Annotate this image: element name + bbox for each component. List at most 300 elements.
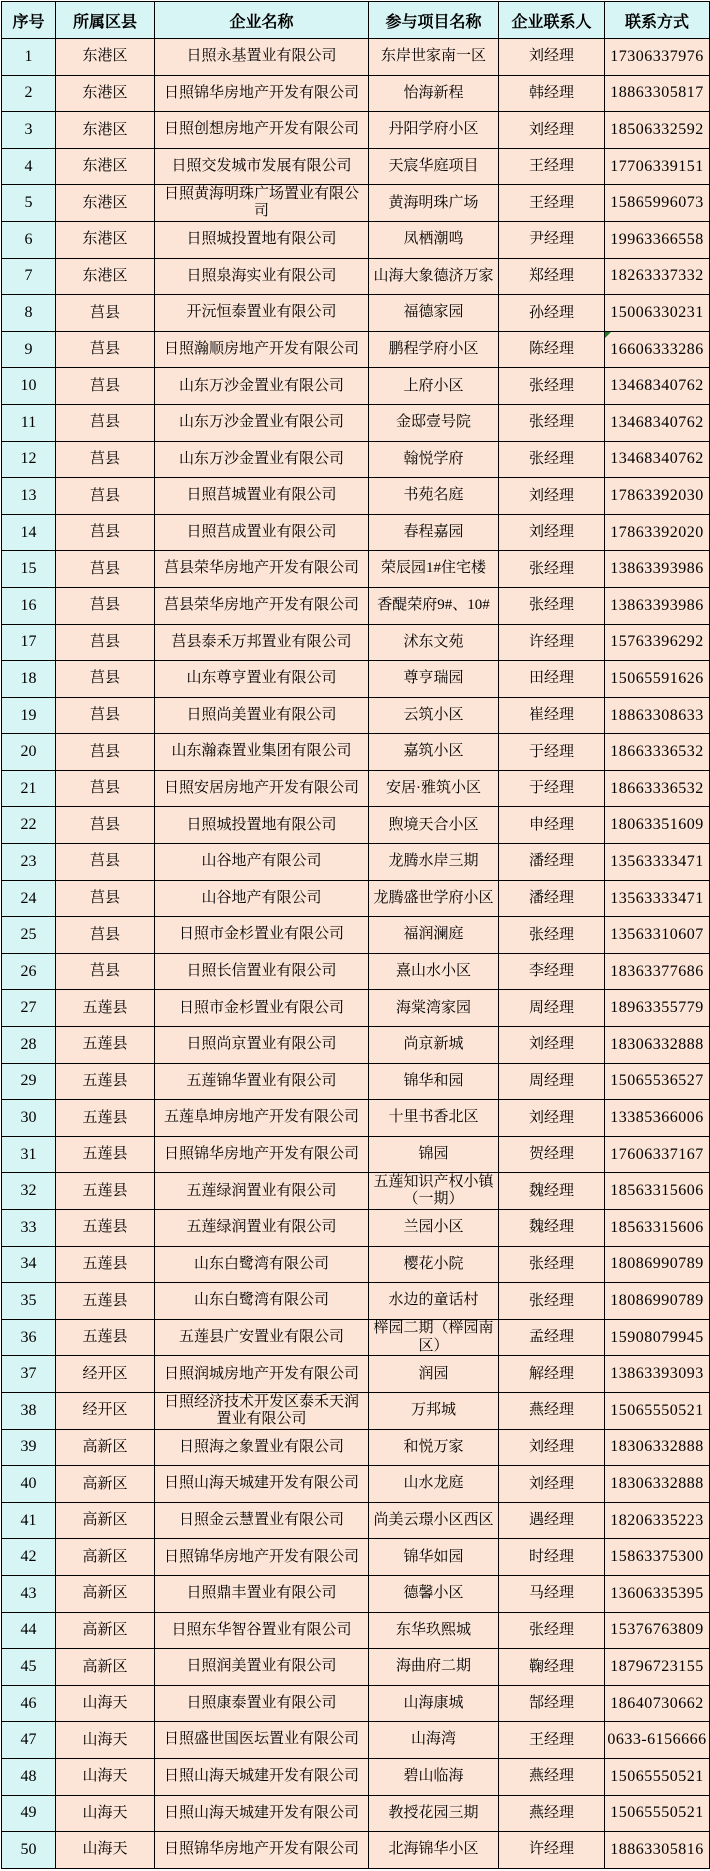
- index-cell: 14: [2, 514, 56, 551]
- company-cell: 山谷地产有限公司: [155, 844, 369, 881]
- company-cell: 五莲锦华置业有限公司: [155, 1063, 369, 1100]
- project-cell: 和悦万家: [369, 1429, 499, 1466]
- phone-cell-with-note-marker: 16606333286: [605, 331, 710, 368]
- company-cell: 日照城投置地有限公司: [155, 221, 369, 258]
- table-row: [2, 917, 710, 954]
- table-row: [2, 807, 710, 844]
- contact-cell: 张经理: [499, 1246, 605, 1283]
- company-cell: 日照城投置地有限公司: [155, 807, 369, 844]
- district-cell: 高新区: [56, 1502, 155, 1539]
- contact-cell: 尹经理: [499, 221, 605, 258]
- district-cell: 莒县: [56, 917, 155, 954]
- phone-cell: 15865996073: [605, 185, 710, 222]
- table-row: [2, 221, 710, 258]
- company-cell: 山东瀚森置业集团有限公司: [155, 734, 369, 771]
- company-cell: 日照莒成置业有限公司: [155, 514, 369, 551]
- contact-cell: 时经理: [499, 1539, 605, 1576]
- contact-cell: 潘经理: [499, 844, 605, 881]
- index-cell: 12: [2, 441, 56, 478]
- district-cell: 五莲县: [56, 990, 155, 1027]
- district-cell: 五莲县: [56, 1283, 155, 1320]
- contact-cell: 鞠经理: [499, 1649, 605, 1686]
- index-cell: 20: [2, 734, 56, 771]
- company-cell: 莒县荣华房地产开发有限公司: [155, 587, 369, 624]
- project-cell: 春程嘉园: [369, 514, 499, 551]
- phone-cell: 13863393986: [605, 551, 710, 588]
- phone-cell: 13385366006: [605, 1100, 710, 1137]
- company-cell: 日照润城房地产开发有限公司: [155, 1356, 369, 1393]
- phone-cell: 15065591626: [605, 661, 710, 698]
- company-cell: 日照锦华房地产开发有限公司: [155, 1832, 369, 1869]
- project-cell: 润园: [369, 1356, 499, 1393]
- table-row: [2, 1356, 710, 1393]
- table-row: [2, 75, 710, 112]
- index-cell: 24: [2, 880, 56, 917]
- district-cell: 五莲县: [56, 1027, 155, 1064]
- index-cell: 42: [2, 1539, 56, 1576]
- table-row: [2, 1063, 710, 1100]
- company-cell: 莒县泰禾万邦置业有限公司: [155, 624, 369, 661]
- col-header-phone: 联系方式: [605, 2, 710, 39]
- contact-cell: 刘经理: [499, 478, 605, 515]
- district-cell: 高新区: [56, 1539, 155, 1576]
- contact-cell: 解经理: [499, 1356, 605, 1393]
- district-cell: 高新区: [56, 1649, 155, 1686]
- contact-cell: 刘经理: [499, 112, 605, 149]
- col-header-contact: 企业联系人: [499, 2, 605, 39]
- table-row: [2, 258, 710, 295]
- contact-cell: 燕经理: [499, 1392, 605, 1429]
- index-cell: 45: [2, 1649, 56, 1686]
- table-row: [2, 770, 710, 807]
- index-cell: 37: [2, 1356, 56, 1393]
- contact-cell: 许经理: [499, 624, 605, 661]
- district-cell: 莒县: [56, 734, 155, 771]
- project-cell: 嘉筑小区: [369, 734, 499, 771]
- contact-cell: 郜经理: [499, 1685, 605, 1722]
- district-cell: 东港区: [56, 75, 155, 112]
- district-cell: 莒县: [56, 587, 155, 624]
- district-cell: 莒县: [56, 697, 155, 734]
- table-row: [2, 1758, 710, 1795]
- table-row: [2, 990, 710, 1027]
- district-cell: 经开区: [56, 1356, 155, 1393]
- company-cell: 日照交发城市发展有限公司: [155, 148, 369, 185]
- project-cell: 尚美云璟小区西区: [369, 1502, 499, 1539]
- district-cell: 高新区: [56, 1466, 155, 1503]
- district-cell: 莒县: [56, 478, 155, 515]
- table-row: [2, 112, 710, 149]
- index-cell: 4: [2, 148, 56, 185]
- contact-cell: 许经理: [499, 1832, 605, 1869]
- project-cell: 碧山临海: [369, 1758, 499, 1795]
- table-row: [2, 1612, 710, 1649]
- contact-cell: 刘经理: [499, 1429, 605, 1466]
- contact-cell: 张经理: [499, 404, 605, 441]
- index-cell: 48: [2, 1758, 56, 1795]
- contact-cell: 魏经理: [499, 1173, 605, 1210]
- company-cell: 五莲绿润置业有限公司: [155, 1210, 369, 1247]
- table-row: [2, 587, 710, 624]
- company-cell: 山东尊亨置业有限公司: [155, 661, 369, 698]
- project-cell: 水边的童话村: [369, 1283, 499, 1320]
- contact-cell: 张经理: [499, 441, 605, 478]
- project-cell: 海棠湾家园: [369, 990, 499, 1027]
- table-row: [2, 185, 710, 222]
- index-cell: 44: [2, 1612, 56, 1649]
- company-cell: 山谷地产有限公司: [155, 880, 369, 917]
- phone-cell: 13468340762: [605, 404, 710, 441]
- company-cell: 山东万沙金置业有限公司: [155, 404, 369, 441]
- contact-cell: 崔经理: [499, 697, 605, 734]
- index-cell: 38: [2, 1392, 56, 1429]
- district-cell: 莒县: [56, 844, 155, 881]
- company-cell: 五莲绿润置业有限公司: [155, 1173, 369, 1210]
- company-cell: 日照锦华房地产开发有限公司: [155, 1136, 369, 1173]
- company-cell: 莒县荣华房地产开发有限公司: [155, 551, 369, 588]
- phone-cell: 18663336532: [605, 770, 710, 807]
- project-cell: 金邸壹号院: [369, 404, 499, 441]
- table-row: [2, 478, 710, 515]
- table-row: [2, 1575, 710, 1612]
- phone-cell: 18963355779: [605, 990, 710, 1027]
- district-cell: 东港区: [56, 221, 155, 258]
- company-cell: 日照安居房地产开发有限公司: [155, 770, 369, 807]
- col-header-project: 参与项目名称: [369, 2, 499, 39]
- project-cell: 万邦城: [369, 1392, 499, 1429]
- project-cell: 上府小区: [369, 368, 499, 405]
- district-cell: 山海天: [56, 1685, 155, 1722]
- phone-cell: 19963366558: [605, 221, 710, 258]
- company-cell: 日照莒城置业有限公司: [155, 478, 369, 515]
- company-cell: 日照鼎丰置业有限公司: [155, 1575, 369, 1612]
- company-cell: 五莲阜坤房地产开发有限公司: [155, 1100, 369, 1137]
- company-cell: 日照尚京置业有限公司: [155, 1027, 369, 1064]
- table-row: [2, 880, 710, 917]
- project-cell: 荣辰园1#住宅楼: [369, 551, 499, 588]
- district-cell: 山海天: [56, 1722, 155, 1759]
- contact-cell: 张经理: [499, 587, 605, 624]
- index-cell: 26: [2, 953, 56, 990]
- phone-cell: 18863305816: [605, 1832, 710, 1869]
- project-cell: 北海锦华小区: [369, 1832, 499, 1869]
- contact-cell: 燕经理: [499, 1795, 605, 1832]
- contact-cell: 张经理: [499, 917, 605, 954]
- phone-cell: 15065550521: [605, 1795, 710, 1832]
- company-cell: 山东白鹭湾有限公司: [155, 1246, 369, 1283]
- phone-cell: 13563333471: [605, 880, 710, 917]
- phone-cell: 18306332888: [605, 1027, 710, 1064]
- col-header-company: 企业名称: [155, 2, 369, 39]
- index-cell: 50: [2, 1832, 56, 1869]
- phone-cell: 18206335223: [605, 1502, 710, 1539]
- contact-cell: 申经理: [499, 807, 605, 844]
- index-cell: 32: [2, 1173, 56, 1210]
- phone-cell: 18363377686: [605, 953, 710, 990]
- contact-cell: 潘经理: [499, 880, 605, 917]
- company-cell: 日照瀚顺房地产开发有限公司: [155, 331, 369, 368]
- contact-cell: 于经理: [499, 770, 605, 807]
- contact-cell: 张经理: [499, 1283, 605, 1320]
- project-cell: 东华玖熙城: [369, 1612, 499, 1649]
- project-cell: 怡海新程: [369, 75, 499, 112]
- contact-cell: 遇经理: [499, 1502, 605, 1539]
- district-cell: 五莲县: [56, 1063, 155, 1100]
- index-cell: 25: [2, 917, 56, 954]
- index-cell: 6: [2, 221, 56, 258]
- company-cell: 日照长信置业有限公司: [155, 953, 369, 990]
- project-cell: 安居·雅筑小区: [369, 770, 499, 807]
- contact-cell: 刘经理: [499, 1466, 605, 1503]
- company-cell: 日照市金杉置业有限公司: [155, 917, 369, 954]
- index-cell: 30: [2, 1100, 56, 1137]
- company-cell: 日照山海天城建开发有限公司: [155, 1758, 369, 1795]
- phone-cell: 18563315606: [605, 1173, 710, 1210]
- phone-cell: 15065550521: [605, 1392, 710, 1429]
- project-cell: 十里书香北区: [369, 1100, 499, 1137]
- contact-cell: 魏经理: [499, 1210, 605, 1247]
- index-cell: 41: [2, 1502, 56, 1539]
- contact-cell: 王经理: [499, 148, 605, 185]
- index-cell: 15: [2, 551, 56, 588]
- district-cell: 莒县: [56, 404, 155, 441]
- phone-cell: 17606337167: [605, 1136, 710, 1173]
- contact-cell: 马经理: [499, 1575, 605, 1612]
- index-cell: 8: [2, 295, 56, 332]
- header-row: [2, 2, 710, 39]
- project-cell: 丹阳学府小区: [369, 112, 499, 149]
- index-cell: 10: [2, 368, 56, 405]
- district-cell: 莒县: [56, 368, 155, 405]
- table-row: [2, 441, 710, 478]
- table-row: [2, 1722, 710, 1759]
- index-cell: 31: [2, 1136, 56, 1173]
- contact-cell: 郑经理: [499, 258, 605, 295]
- table-row: [2, 1649, 710, 1686]
- project-cell: 山海大象德济万家: [369, 258, 499, 295]
- table-row: [2, 1210, 710, 1247]
- district-cell: 莒县: [56, 551, 155, 588]
- index-cell: 36: [2, 1319, 56, 1356]
- project-cell: 榉园二期（榉园南区）: [369, 1319, 499, 1356]
- district-cell: 东港区: [56, 112, 155, 149]
- district-cell: 五莲县: [56, 1319, 155, 1356]
- company-cell: 日照康泰置业有限公司: [155, 1685, 369, 1722]
- phone-cell: 17863392030: [605, 478, 710, 515]
- company-cell: 日照东华智谷置业有限公司: [155, 1612, 369, 1649]
- index-cell: 2: [2, 75, 56, 112]
- district-cell: 经开区: [56, 1392, 155, 1429]
- index-cell: 39: [2, 1429, 56, 1466]
- contact-cell: 刘经理: [499, 1100, 605, 1137]
- index-cell: 47: [2, 1722, 56, 1759]
- company-cell: 开沅恒泰置业有限公司: [155, 295, 369, 332]
- phone-cell: 15065550521: [605, 1758, 710, 1795]
- index-cell: 13: [2, 478, 56, 515]
- project-cell: 黄海明珠广场: [369, 185, 499, 222]
- company-cell: 山东万沙金置业有限公司: [155, 368, 369, 405]
- contact-cell: 张经理: [499, 1612, 605, 1649]
- company-cell: 日照盛世国医坛置业有限公司: [155, 1722, 369, 1759]
- col-header-index: 序号: [2, 2, 56, 39]
- contact-cell: 孟经理: [499, 1319, 605, 1356]
- company-cell: 日照黄海明珠广场置业有限公司: [155, 185, 369, 222]
- table-row: [2, 1685, 710, 1722]
- contact-cell: 田经理: [499, 661, 605, 698]
- table-row: [2, 624, 710, 661]
- contact-cell: 韩经理: [499, 75, 605, 112]
- district-cell: 莒县: [56, 331, 155, 368]
- company-cell: 日照创想房地产开发有限公司: [155, 112, 369, 149]
- district-cell: 高新区: [56, 1575, 155, 1612]
- contact-cell: 贺经理: [499, 1136, 605, 1173]
- table-row: [2, 368, 710, 405]
- district-cell: 高新区: [56, 1429, 155, 1466]
- table-row: [2, 1173, 710, 1210]
- phone-cell: 17706339151: [605, 148, 710, 185]
- project-cell: 尊亨瑞园: [369, 661, 499, 698]
- table-row: [2, 551, 710, 588]
- index-cell: 35: [2, 1283, 56, 1320]
- phone-cell: 17306337976: [605, 39, 710, 76]
- project-cell: 熹山水小区: [369, 953, 499, 990]
- project-cell: 五莲知识产权小镇（一期）: [369, 1173, 499, 1210]
- col-header-district: 所属区县: [56, 2, 155, 39]
- table-row: [2, 295, 710, 332]
- table-row: [2, 844, 710, 881]
- project-cell: 福润澜庭: [369, 917, 499, 954]
- index-cell: 46: [2, 1685, 56, 1722]
- project-cell: 教授花园三期: [369, 1795, 499, 1832]
- project-cell: 锦华如园: [369, 1539, 499, 1576]
- index-cell: 1: [2, 39, 56, 76]
- company-cell: 日照市金杉置业有限公司: [155, 990, 369, 1027]
- project-cell: 云筑小区: [369, 697, 499, 734]
- table-row: [2, 404, 710, 441]
- phone-cell: 18863308633: [605, 697, 710, 734]
- index-cell: 9: [2, 331, 56, 368]
- district-cell: 东港区: [56, 39, 155, 76]
- district-cell: 莒县: [56, 880, 155, 917]
- company-cell: 日照山海天城建开发有限公司: [155, 1795, 369, 1832]
- table-row: [2, 1502, 710, 1539]
- project-cell: 锦园: [369, 1136, 499, 1173]
- project-cell: 锦华和园: [369, 1063, 499, 1100]
- phone-cell: 15863375300: [605, 1539, 710, 1576]
- project-cell: 山水龙庭: [369, 1466, 499, 1503]
- table-row: [2, 1832, 710, 1869]
- phone-cell: 15763396292: [605, 624, 710, 661]
- phone-cell: 18306332888: [605, 1429, 710, 1466]
- phone-cell: 18086990789: [605, 1246, 710, 1283]
- project-cell: 东岸世家南一区: [369, 39, 499, 76]
- project-cell: 福德家园: [369, 295, 499, 332]
- phone-cell: 13606335395: [605, 1575, 710, 1612]
- project-cell: 沭东文苑: [369, 624, 499, 661]
- district-cell: 莒县: [56, 441, 155, 478]
- contact-cell: 刘经理: [499, 39, 605, 76]
- phone-cell: 15376763809: [605, 1612, 710, 1649]
- project-cell: 龙腾盛世学府小区: [369, 880, 499, 917]
- contact-cell: 张经理: [499, 551, 605, 588]
- district-cell: 莒县: [56, 661, 155, 698]
- table-row: [2, 1539, 710, 1576]
- district-cell: 山海天: [56, 1832, 155, 1869]
- index-cell: 28: [2, 1027, 56, 1064]
- table-row: [2, 953, 710, 990]
- table-row: [2, 1283, 710, 1320]
- contact-cell: 刘经理: [499, 514, 605, 551]
- district-cell: 莒县: [56, 770, 155, 807]
- index-cell: 23: [2, 844, 56, 881]
- company-cell: 山东万沙金置业有限公司: [155, 441, 369, 478]
- table-row: [2, 1466, 710, 1503]
- index-cell: 11: [2, 404, 56, 441]
- table-row: [2, 1795, 710, 1832]
- district-cell: 五莲县: [56, 1100, 155, 1137]
- phone-cell: 18663336532: [605, 734, 710, 771]
- phone-cell: 18086990789: [605, 1283, 710, 1320]
- company-cell: 日照润美置业有限公司: [155, 1649, 369, 1686]
- contact-cell: 刘经理: [499, 1027, 605, 1064]
- district-cell: 五莲县: [56, 1173, 155, 1210]
- table-row: [2, 1246, 710, 1283]
- table-header: [2, 2, 710, 39]
- phone-cell: 18263337332: [605, 258, 710, 295]
- company-cell: 日照永基置业有限公司: [155, 39, 369, 76]
- phone-cell: 13563333471: [605, 844, 710, 881]
- district-cell: 莒县: [56, 807, 155, 844]
- phone-cell: 13563310607: [605, 917, 710, 954]
- contact-cell: 孙经理: [499, 295, 605, 332]
- project-cell: 凤栖潮鸣: [369, 221, 499, 258]
- table-body: [2, 39, 710, 1869]
- company-cell: 日照泉海实业有限公司: [155, 258, 369, 295]
- index-cell: 40: [2, 1466, 56, 1503]
- phone-cell: 0633-6156666: [605, 1722, 710, 1759]
- project-cell: 尚京新城: [369, 1027, 499, 1064]
- index-cell: 19: [2, 697, 56, 734]
- table-row: [2, 1429, 710, 1466]
- district-cell: 莒县: [56, 624, 155, 661]
- index-cell: 7: [2, 258, 56, 295]
- contact-cell: 张经理: [499, 368, 605, 405]
- company-contact-table: [1, 1, 710, 1869]
- project-cell: 德馨小区: [369, 1575, 499, 1612]
- phone-cell: 18796723155: [605, 1649, 710, 1686]
- contact-cell: 周经理: [499, 990, 605, 1027]
- district-cell: 东港区: [56, 258, 155, 295]
- project-cell: 翰悦学府: [369, 441, 499, 478]
- project-cell: 樱花小院: [369, 1246, 499, 1283]
- project-cell: 山海康城: [369, 1685, 499, 1722]
- index-cell: 18: [2, 661, 56, 698]
- district-cell: 山海天: [56, 1795, 155, 1832]
- index-cell: 21: [2, 770, 56, 807]
- table-row: [2, 697, 710, 734]
- contact-cell: 李经理: [499, 953, 605, 990]
- index-cell: 17: [2, 624, 56, 661]
- project-cell: 龙腾水岸三期: [369, 844, 499, 881]
- project-cell: 山海湾: [369, 1722, 499, 1759]
- company-cell: 日照经济技术开发区泰禾天润置业有限公司: [155, 1392, 369, 1429]
- project-cell: 海曲府二期: [369, 1649, 499, 1686]
- index-cell: 29: [2, 1063, 56, 1100]
- index-cell: 22: [2, 807, 56, 844]
- table-row: [2, 1027, 710, 1064]
- table-row: [2, 514, 710, 551]
- table-row: [2, 148, 710, 185]
